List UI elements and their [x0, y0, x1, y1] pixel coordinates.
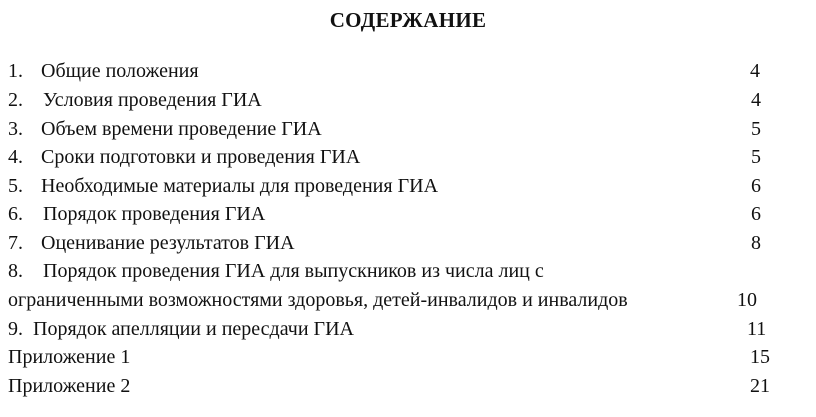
toc-appendix-2-text: Приложение 2	[8, 375, 131, 397]
toc-entry-2-number: 2.	[8, 89, 23, 111]
toc-entry-3-text: Объем времени проведение ГИА	[41, 118, 322, 140]
toc-title: СОДЕРЖАНИЕ	[329, 8, 487, 32]
toc-appendix-2-page: 21	[750, 375, 770, 397]
toc-entry-8-page: 10	[737, 289, 757, 311]
toc-entry-5-number: 5.	[8, 175, 23, 197]
toc-entry-2-text: Условия проведения ГИА	[43, 89, 262, 111]
toc-entry-3-page: 5	[751, 118, 761, 140]
toc-entry-8-text-line2: ограниченными возможностями здоровья, детей-инвалидов и инвалидов	[8, 289, 628, 311]
toc-entry-4-page: 5	[751, 146, 761, 168]
toc-entry-9-number: 9.	[8, 318, 23, 340]
toc-entry-8-text-line1: Порядок проведения ГИА для выпускников из числа лиц с	[43, 260, 544, 282]
toc-entry-5-page: 6	[751, 175, 761, 197]
toc-entry-8-number: 8.	[8, 260, 23, 282]
toc-entry-2-page: 4	[751, 89, 761, 111]
toc-entry-9-text: Порядок апелляции и пересдачи ГИА	[33, 318, 354, 340]
toc-entry-4-text: Сроки подготовки и проведения ГИА	[41, 146, 361, 168]
toc-entry-6-page: 6	[751, 203, 761, 225]
toc-entry-5-text: Необходимые материалы для проведения ГИА	[41, 175, 439, 197]
toc-entry-9-page: 11	[747, 318, 767, 340]
toc-entry-4-number: 4.	[8, 146, 23, 168]
toc-entry-6-number: 6.	[8, 203, 23, 225]
toc-entry-1-page: 4	[750, 60, 760, 82]
toc-entry-3-number: 3.	[8, 118, 23, 140]
toc-entry-7-text: Оценивание результатов ГИА	[41, 232, 295, 254]
toc-entry-1-number: 1.	[8, 60, 23, 82]
toc-entry-7-number: 7.	[8, 232, 23, 254]
toc-entry-1-text: Общие положения	[41, 60, 199, 82]
toc-entry-6-text: Порядок проведения ГИА	[43, 203, 266, 225]
toc-appendix-1-text: Приложение 1	[8, 346, 131, 368]
toc-appendix-1-page: 15	[750, 346, 770, 368]
toc-entry-7-page: 8	[751, 232, 761, 254]
